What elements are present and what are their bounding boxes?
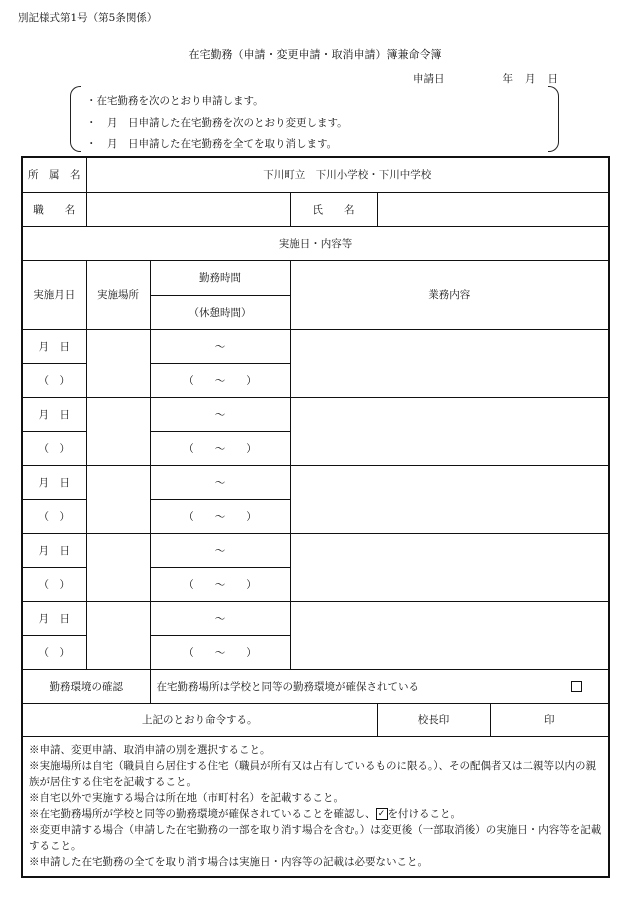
note-item: [29, 806, 602, 822]
row-work[interactable]: [290, 329, 609, 397]
env-checkbox[interactable]: [571, 681, 582, 692]
options-bracket-right: [548, 86, 559, 152]
row-date[interactable]: 月 日: [22, 533, 86, 567]
row-date[interactable]: 月 日: [22, 601, 86, 635]
note-item: ※申請した在宅勤務の全てを取り消す場合は実施日・内容等の記載は必要ないこと。: [29, 855, 428, 868]
row-place[interactable]: [86, 533, 150, 601]
row-date[interactable]: 月 日: [22, 329, 86, 363]
row-hours[interactable]: 〜: [150, 601, 290, 635]
env-check-cell: [150, 669, 609, 703]
row-work[interactable]: [290, 397, 609, 465]
apply-day-label: 日: [547, 73, 558, 85]
order-text: 上記のとおり命令する。: [22, 703, 377, 736]
position-field[interactable]: [86, 192, 290, 226]
apply-date-label: 申請日: [413, 73, 445, 85]
note-item: ※申請、変更申請、取消申請の別を選択すること。: [29, 743, 271, 756]
col-break-header: （休憩時間）: [150, 295, 290, 329]
row-break[interactable]: （ 〜 ）: [150, 431, 290, 465]
row-work[interactable]: [290, 465, 609, 533]
option-cancel[interactable]: ・ 月 日申請した在宅勤務を全てを取り消します。: [86, 138, 338, 150]
row-weekday[interactable]: （ ）: [22, 635, 86, 669]
name-field[interactable]: [377, 192, 609, 226]
request-form-table: [21, 156, 610, 878]
option-apply[interactable]: ・在宅勤務を次のとおり申請します。: [86, 95, 264, 107]
env-check-label: 勤務環境の確認: [22, 669, 150, 703]
row-place[interactable]: [86, 601, 150, 669]
position-label: 職 名: [22, 192, 86, 226]
col-work-header: 業務内容: [290, 260, 609, 329]
page-title: 在宅勤務（申請・変更申請・取消申請）簿兼命令簿: [188, 48, 442, 61]
row-weekday[interactable]: （ ）: [22, 567, 86, 601]
note-item: ※変更申請する場合（申請した在宅勤務の一部を取り消す場合を含む。）は変更後（一部取消後）の実施日・内容等を記載すること。: [29, 823, 602, 852]
form-code: 別記様式第1号（第5条関係）: [18, 12, 158, 24]
option-change[interactable]: ・ 月 日申請した在宅勤務を次のとおり変更します。: [86, 117, 348, 129]
apply-month-label: 月: [525, 73, 536, 85]
seal-box[interactable]: 印: [490, 703, 609, 736]
row-work[interactable]: [290, 601, 609, 669]
row-work[interactable]: [290, 533, 609, 601]
row-place[interactable]: [86, 465, 150, 533]
note-item: ※自宅以外で実施する場合は所在地（市町村名）を記載すること。: [29, 791, 344, 804]
note-item: ※実施場所は自宅（職員自ら居住する住宅（職員が所有又は占有しているものに限る。）、その配偶者又は二親等以内の親族が居住する住宅を記載すること。: [29, 759, 596, 788]
col-date-header: 実施月日: [22, 260, 86, 329]
checkmark-icon: ✓: [376, 808, 388, 820]
env-check-text: 在宅勤務場所は学校と同等の勤務環境が確保されている: [156, 680, 419, 693]
row-place[interactable]: [86, 329, 150, 397]
row-date[interactable]: 月 日: [22, 397, 86, 431]
row-weekday[interactable]: （ ）: [22, 499, 86, 533]
application-date: [413, 71, 558, 86]
options-bracket-left: [70, 86, 81, 152]
notes: [22, 736, 609, 877]
name-label: 氏 名: [290, 192, 377, 226]
row-weekday[interactable]: （ ）: [22, 431, 86, 465]
row-break[interactable]: （ 〜 ）: [150, 363, 290, 397]
apply-year-label: 年: [502, 73, 513, 85]
col-place-header: 実施場所: [86, 260, 150, 329]
row-break[interactable]: （ 〜 ）: [150, 567, 290, 601]
col-hours-header: 勤務時間: [150, 260, 290, 295]
row-hours[interactable]: 〜: [150, 329, 290, 363]
principal-seal-label: 校長印: [377, 703, 490, 736]
row-hours[interactable]: 〜: [150, 465, 290, 499]
note-text: ※在宅勤務場所が学校と同等の勤務環境が確保されていることを確認し、: [29, 807, 376, 820]
row-weekday[interactable]: （ ）: [22, 363, 86, 397]
row-hours[interactable]: 〜: [150, 533, 290, 567]
row-date[interactable]: 月 日: [22, 465, 86, 499]
section-title: 実施日・内容等: [22, 226, 609, 260]
row-break[interactable]: （ 〜 ）: [150, 499, 290, 533]
affiliation-label: 所 属 名: [22, 157, 86, 192]
row-hours[interactable]: 〜: [150, 397, 290, 431]
note-text: を付けること。: [387, 807, 461, 820]
row-break[interactable]: （ 〜 ）: [150, 635, 290, 669]
affiliation-value[interactable]: 下川町立 下川小学校・下川中学校: [86, 157, 609, 192]
row-place[interactable]: [86, 397, 150, 465]
